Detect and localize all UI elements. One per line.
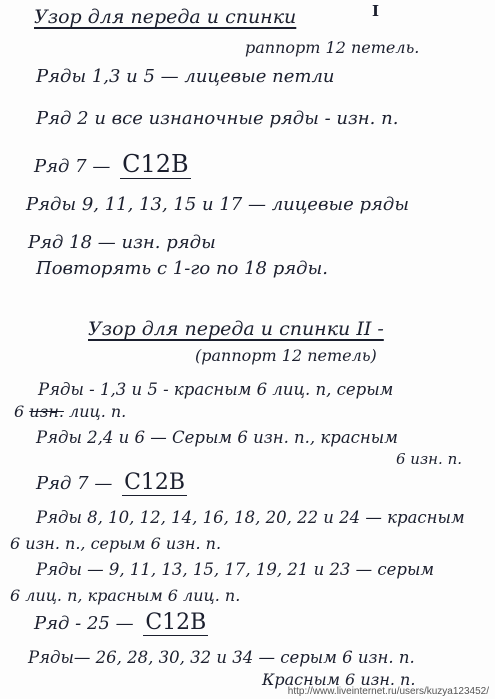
section2-line-8: Ряды — 9, 11, 13, 15, 17, 19, 21 и 23 — серым <box>36 560 435 579</box>
source-url-watermark[interactable]: http://www.liveinternet.ru/users/kuzya123452/ <box>287 686 489 697</box>
section1-line-4: Ряды 9, 11, 13, 15 и 17 — лицевые ряды <box>26 194 409 215</box>
section2-line-11: Ряды— 26, 28, 30, 32 и 34 — серым 6 изн. п. <box>28 648 415 667</box>
section1-line-6: Повторять с 1-го по 18 ряды. <box>36 258 328 279</box>
section1-rapport: раппорт 12 петель. <box>245 38 420 57</box>
section1-line-1: Ряды 1,3 и 5 — лицевые петли <box>36 66 335 87</box>
section1-title: Узор для переда и спинки <box>34 6 297 28</box>
section2-line-1: Ряды - 1,3 и 5 - красным 6 лиц. п, серым <box>38 380 394 399</box>
section2-code-1: C12B <box>124 470 186 495</box>
section1-roman-numeral: I <box>372 2 380 20</box>
section2-line-4: 6 изн. п. <box>396 450 462 468</box>
section2-struck-word: изн. <box>29 402 64 421</box>
section2-line-2-count: 6 <box>14 402 25 421</box>
section1-line-3 <box>34 150 191 179</box>
section1-line-2: Ряд 2 и все изнаночные ряды - изн. п. <box>36 108 399 129</box>
section2-line-9: 6 лиц. п, красным 6 лиц. п. <box>10 586 241 605</box>
section2-line-6: Ряды 8, 10, 12, 14, 16, 18, 20, 22 и 24 — красным <box>36 508 465 527</box>
section2-line-2 <box>14 402 126 421</box>
section1-line-3-label: Ряд 7 — <box>34 156 111 177</box>
section2-rapport: (раппорт 12 петель) <box>195 346 377 365</box>
section2-line-12: Красным 6 изн. п. <box>262 670 416 689</box>
section2-title: Узор для переда и спинки II - <box>88 318 384 340</box>
section2-line-7: 6 изн. п., серым 6 изн. п. <box>10 534 222 553</box>
section1-code: C12B <box>122 150 189 178</box>
section2-line-5-label: Ряд 7 — <box>36 473 113 494</box>
section2-line-2-rest: лиц. п. <box>69 402 127 421</box>
section2-line-3: Ряды 2,4 и 6 — Серым 6 изн. п., красным <box>36 428 398 447</box>
section2-line-5 <box>36 470 187 496</box>
section2-line-10-label: Ряд - 25 — <box>34 613 134 634</box>
section1-line-5: Ряд 18 — изн. ряды <box>28 232 216 253</box>
section2-code-2: C12B <box>145 610 207 635</box>
section2-line-10 <box>34 610 208 636</box>
